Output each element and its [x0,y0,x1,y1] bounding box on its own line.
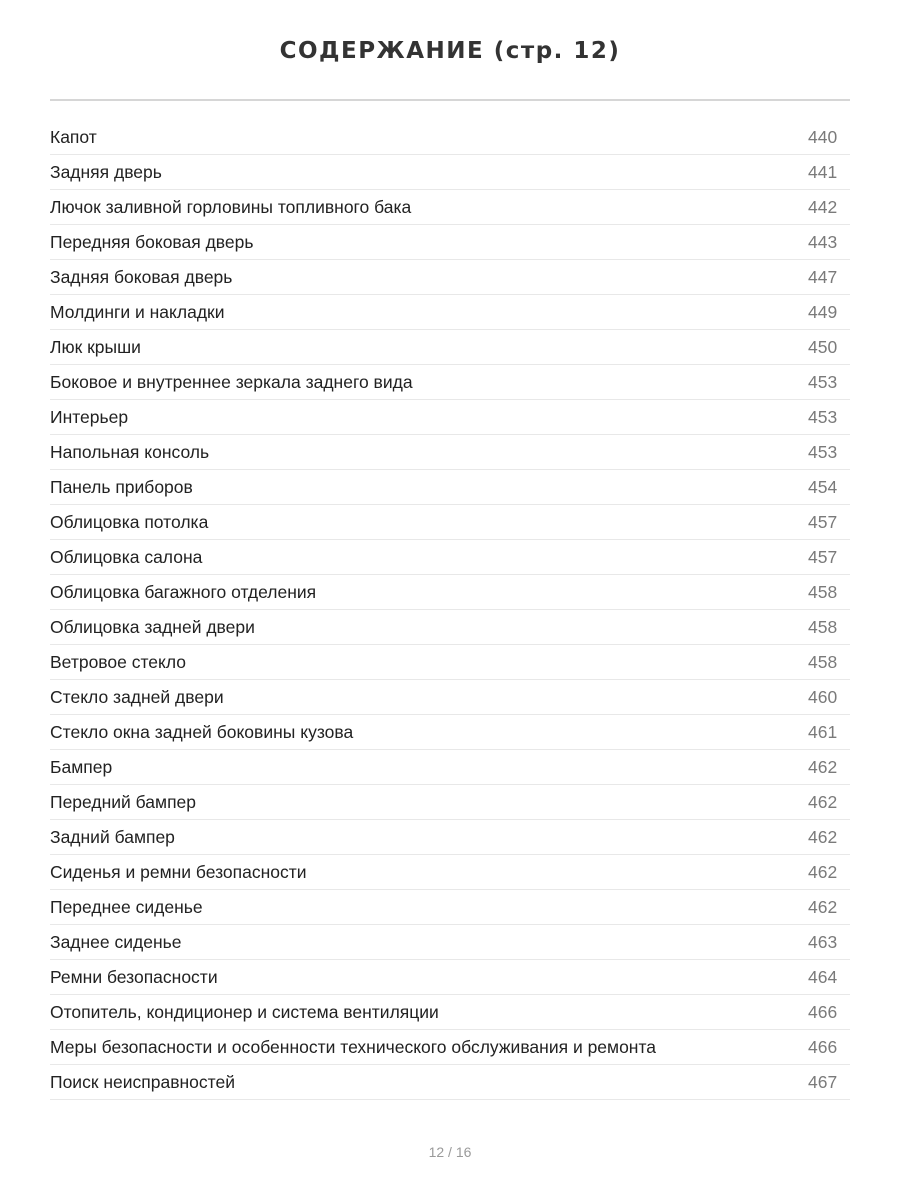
toc-entry[interactable] [50,680,850,715]
toc-entry-page-number: 453 [808,406,838,427]
toc-entry-title: Люк крыши [50,336,141,357]
toc-entry-page-number: 458 [808,651,838,672]
toc-entry-page-number: 467 [808,1071,838,1092]
toc-entry-page-number: 449 [808,301,838,322]
toc-entry-title: Заднее сиденье [50,931,182,952]
toc-entry-page-number: 464 [808,966,838,987]
toc-entry-title: Лючок заливной горловины топливного бака [50,196,412,217]
toc-entry-title: Интерьер [50,406,129,427]
toc-entry-title: Облицовка задней двери [50,616,255,637]
toc-entry[interactable] [50,155,850,190]
toc-entry-title: Отопитель, кондиционер и система вентиляции [50,1001,439,1022]
page-title: СОДЕРЖАНИЕ (стр. 12) [279,38,621,64]
toc-entry-title: Ветровое стекло [50,651,187,672]
toc-entry[interactable] [50,400,850,435]
toc-entry-title: Задний бампер [50,826,175,847]
toc-entry-page-number: 466 [808,1036,838,1057]
toc-entry[interactable] [50,365,850,400]
toc-entry[interactable] [50,925,850,960]
toc-entry-page-number: 457 [808,511,838,532]
toc-entry-title: Панель приборов [50,476,193,497]
toc-entry[interactable] [50,890,850,925]
toc-entry[interactable] [50,575,850,610]
toc-entry-title: Передняя боковая дверь [50,231,254,252]
toc-entry[interactable] [50,785,850,820]
toc-entry[interactable] [50,190,850,225]
toc-entry[interactable] [50,715,850,750]
toc-entry-page-number: 462 [808,861,838,882]
page-counter: 12 / 16 [428,1144,472,1160]
toc-entry-title: Передний бампер [50,791,197,812]
toc-entry-title: Капот [50,126,97,147]
toc-entry[interactable] [50,505,850,540]
toc-entry[interactable] [50,540,850,575]
toc-entry-title: Задняя боковая дверь [50,266,233,287]
toc-entry-page-number: 454 [808,476,838,497]
toc-entry-title: Задняя дверь [50,161,162,182]
toc-entry-title: Стекло задней двери [50,686,224,707]
toc-entry-page-number: 440 [808,126,838,147]
toc-entry[interactable] [50,260,850,295]
toc-entry-page-number: 442 [808,196,838,217]
toc-entry-page-number: 462 [808,896,838,917]
toc-entry[interactable] [50,645,850,680]
toc-entry-page-number: 462 [808,756,838,777]
toc-entry-page-number: 466 [808,1001,838,1022]
toc-entry[interactable] [50,820,850,855]
toc-entry-title: Молдинги и накладки [50,301,225,322]
toc-entry-title: Бампер [50,756,113,777]
toc-entry-page-number: 462 [808,791,838,812]
toc-entry[interactable] [50,295,850,330]
toc-entry-page-number: 458 [808,581,838,602]
toc-entry[interactable] [50,1030,850,1065]
toc-entry-title: Сиденья и ремни безопасности [50,861,307,882]
toc-entry-page-number: 453 [808,441,838,462]
toc-entry-page-number: 461 [808,721,838,742]
table-of-contents [50,120,850,1100]
toc-entry[interactable] [50,225,850,260]
toc-entry[interactable] [50,995,850,1030]
toc-entry-title: Меры безопасности и особенности технического обслуживания и ремонта [50,1036,657,1057]
toc-entry-page-number: 462 [808,826,838,847]
toc-entry-page-number: 441 [808,161,838,182]
toc-entry-page-number: 457 [808,546,838,567]
toc-entry-title: Облицовка потолка [50,511,209,532]
toc-entry[interactable] [50,855,850,890]
toc-entry-title: Ремни безопасности [50,966,218,987]
title-divider [50,99,850,101]
toc-entry-title: Облицовка салона [50,546,203,567]
toc-entry[interactable] [50,610,850,645]
toc-entry[interactable] [50,960,850,995]
toc-entry[interactable] [50,435,850,470]
toc-entry-page-number: 443 [808,231,838,252]
toc-entry-title: Стекло окна задней боковины кузова [50,721,354,742]
toc-entry-page-number: 453 [808,371,838,392]
toc-entry[interactable] [50,1065,850,1100]
toc-entry-page-number: 460 [808,686,838,707]
toc-entry[interactable] [50,470,850,505]
toc-entry-page-number: 447 [808,266,838,287]
toc-entry-page-number: 458 [808,616,838,637]
toc-entry[interactable] [50,330,850,365]
toc-entry-title: Переднее сиденье [50,896,203,917]
toc-entry[interactable] [50,120,850,155]
toc-entry-page-number: 463 [808,931,838,952]
toc-entry[interactable] [50,750,850,785]
toc-entry-title: Поиск неисправностей [50,1071,235,1092]
toc-entry-page-number: 450 [808,336,838,357]
toc-entry-title: Боковое и внутреннее зеркала заднего вида [50,371,413,392]
toc-entry-title: Облицовка багажного отделения [50,581,317,602]
toc-entry-title: Напольная консоль [50,441,210,462]
